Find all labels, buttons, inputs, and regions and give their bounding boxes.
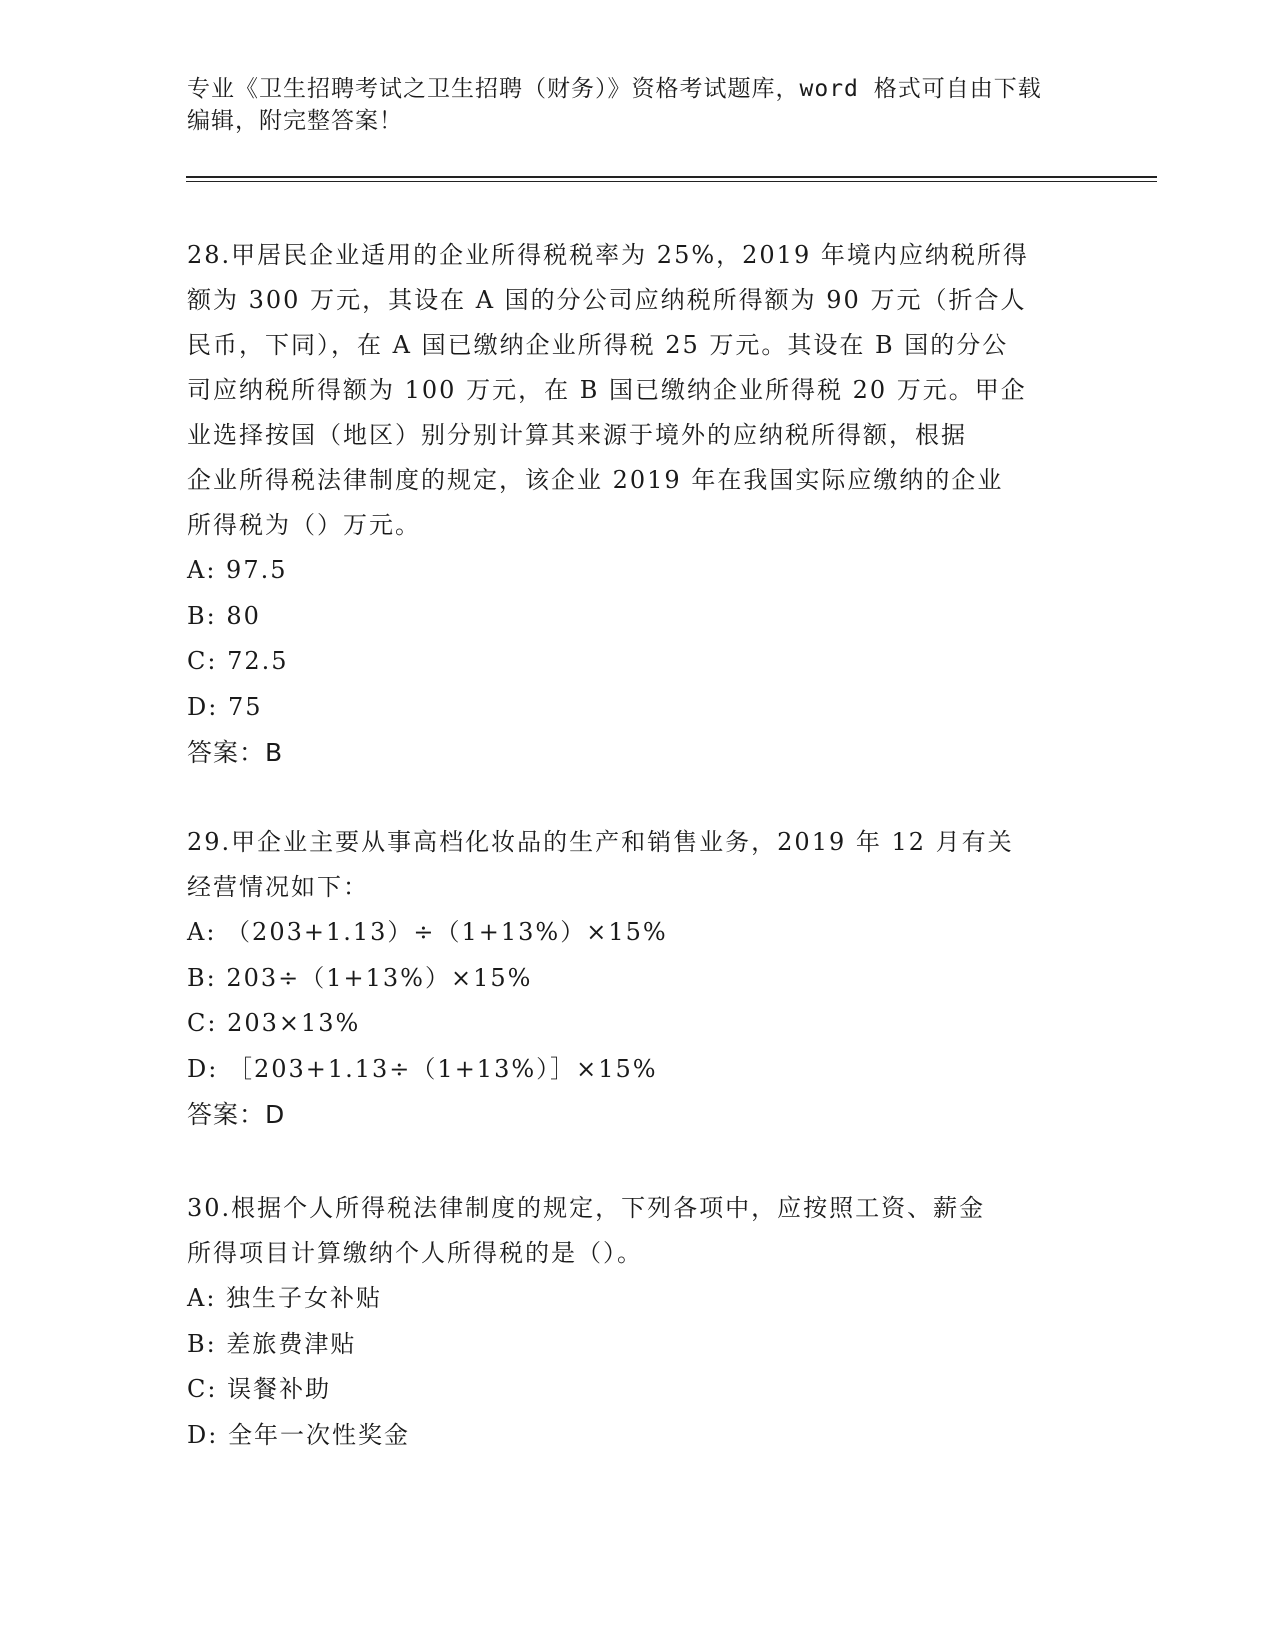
answer-label: 答案：B	[187, 738, 284, 767]
option-d: D: ［203+1.13÷（1+13%）］×15%	[187, 1054, 658, 1083]
header-line: 专业《卫生招聘考试之卫生招聘（财务）》资格考试题库，word 格式可自由下载	[187, 76, 1042, 102]
option-d: D: 75	[187, 692, 263, 721]
stem-line: 司应纳税所得额为 100 万元，在 B 国已缴纳企业所得税 20 万元。甲企	[187, 376, 1027, 404]
question-stem	[187, 233, 1087, 548]
stem-line: 额为 300 万元，其设在 A 国的分公司应纳税所得额为 90 万元（折合人	[187, 286, 1027, 314]
question-29	[187, 820, 1087, 1138]
document-header	[187, 73, 1087, 137]
option-b: B: 80	[187, 601, 261, 630]
stem-line: 所得项目计算缴纳个人所得税的是（）。	[187, 1239, 643, 1267]
stem-line: 29.甲企业主要从事高档化妆品的生产和销售业务，2019 年 12 月有关	[187, 828, 1014, 856]
stem-line: 民币，下同），在 A 国已缴纳企业所得税 25 万元。其设在 B 国的分公	[187, 331, 1009, 359]
question-28	[187, 233, 1087, 776]
option-d: D: 全年一次性奖金	[187, 1420, 410, 1449]
option-a: A: 97.5	[187, 556, 288, 584]
option-c: C: 72.5	[187, 647, 289, 675]
option-b: B: 差旅费津贴	[187, 1329, 357, 1358]
stem-line: 30.根据个人所得税法律制度的规定，下列各项中，应按照工资、薪金	[187, 1194, 986, 1222]
question-stem	[187, 1186, 1087, 1276]
header-divider-thick	[186, 176, 1157, 178]
option-c: C: 203×13%	[187, 1009, 361, 1037]
option-c: C: 误餐补助	[187, 1375, 332, 1403]
stem-line: 经营情况如下：	[187, 873, 369, 901]
stem-line: 所得税为（）万元。	[187, 511, 421, 539]
header-divider-thin	[186, 181, 1157, 182]
header-line: 编辑，附完整答案！	[187, 108, 403, 134]
option-a: A: 独生子女补贴	[187, 1284, 383, 1312]
stem-line: 28.甲居民企业适用的企业所得税税率为 25%，2019 年境内应纳税所得	[187, 241, 1029, 269]
option-b: B: 203÷（1+13%）×15%	[187, 963, 533, 992]
question-30	[187, 1186, 1087, 1458]
stem-line: 企业所得税法律制度的规定，该企业 2019 年在我国实际应缴纳的企业	[187, 466, 1004, 494]
answer-label: 答案：D	[187, 1100, 286, 1129]
stem-line: 业选择按国（地区）别分别计算其来源于境外的应纳税所得额，根据	[187, 421, 967, 449]
question-stem	[187, 820, 1087, 910]
option-a: A: （203+1.13）÷（1+13%）×15%	[187, 918, 668, 946]
